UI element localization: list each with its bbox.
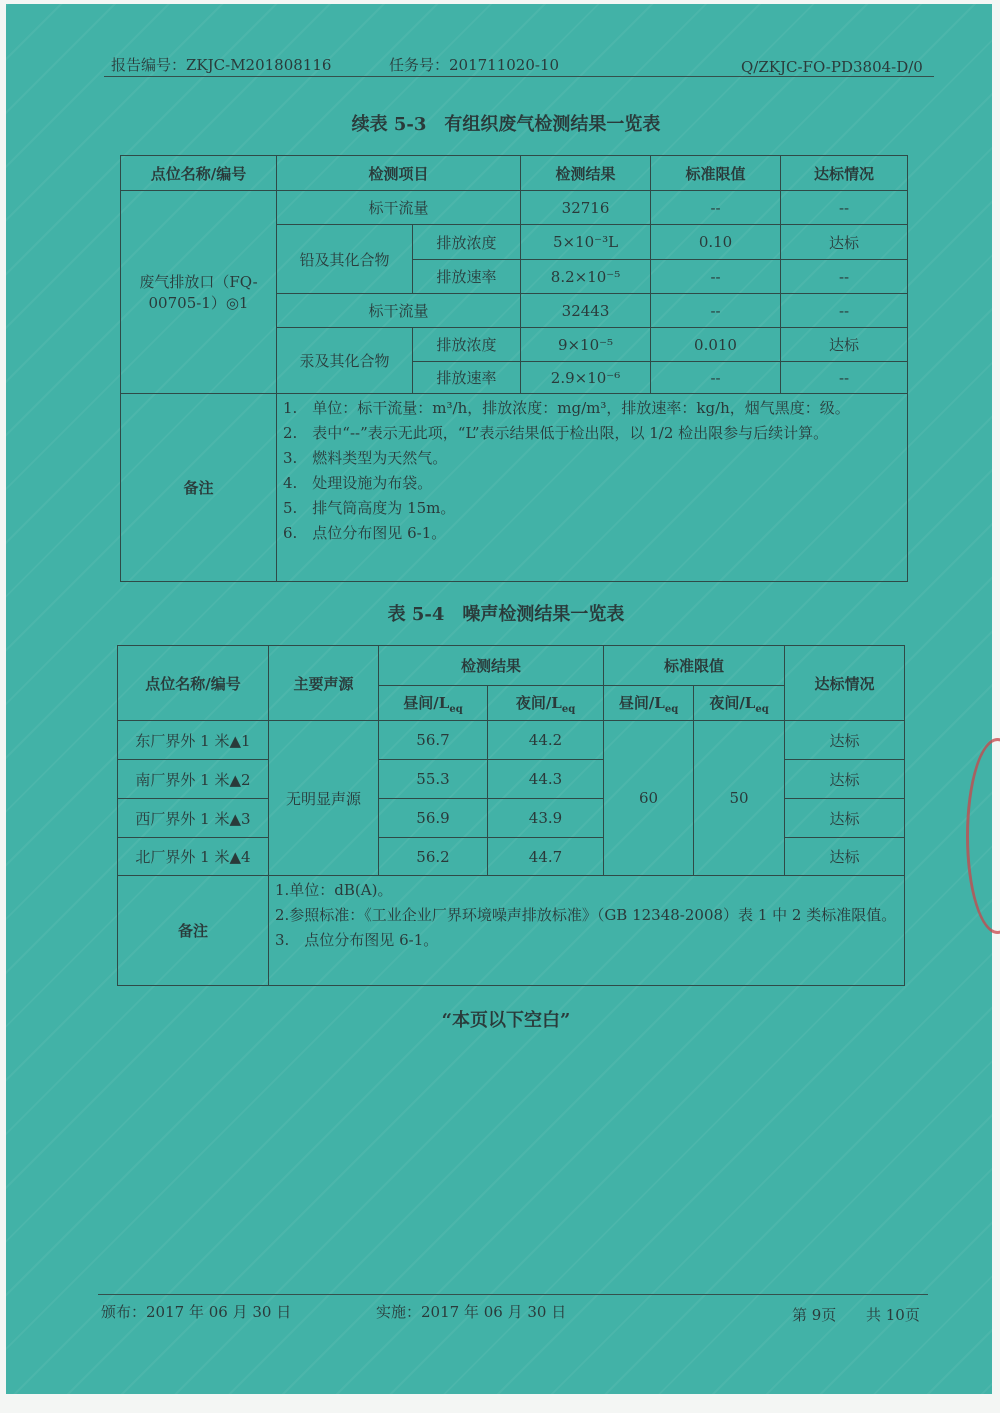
status: 达标 xyxy=(785,838,905,876)
limit: -- xyxy=(651,260,781,294)
night-value: 43.9 xyxy=(488,799,604,838)
note: 1. 单位：标干流量：m³/h，排放浓度：mg/m³，排放速率：kg/h，烟气黑度：级。 xyxy=(283,399,850,417)
col-result: 检测结果 xyxy=(379,646,604,686)
footer-rule xyxy=(98,1294,928,1295)
issued-date: 颁布：2017 年 06 月 30 日 xyxy=(101,1303,292,1321)
task-number: 任务号：201711020-10 xyxy=(389,56,560,74)
result: 8.2×10⁻⁵ xyxy=(521,260,651,294)
col-point: 点位名称/编号 xyxy=(121,156,277,191)
day-value: 56.9 xyxy=(379,799,488,838)
noise-table xyxy=(117,645,905,986)
table-row xyxy=(118,799,905,838)
notes xyxy=(269,876,905,986)
notes xyxy=(277,394,908,582)
night-value: 44.2 xyxy=(488,721,604,760)
col-result-day: 昼间$/L_{eq}$ xyxy=(379,686,488,721)
night-value: 44.3 xyxy=(488,760,604,799)
status: -- xyxy=(781,260,908,294)
col-result: 检测结果 xyxy=(521,156,651,191)
note: 6. 点位分布图见 6-1。 xyxy=(283,524,447,542)
note: 5. 排气筒高度为 15m。 xyxy=(283,499,456,517)
effective-date: 实施：2017 年 06 月 30 日 xyxy=(376,1303,567,1321)
form-code: Q/ZKJC-FO-PD3804-D/0 xyxy=(741,58,923,76)
table-row xyxy=(118,721,905,760)
note: 2.参照标准：《工业企业厂界环境噪声排放标准》（GB 12348-2008）表 1 中 2 类标准限值。 xyxy=(275,906,897,924)
limit: -- xyxy=(651,362,781,394)
status: 达标 xyxy=(781,328,908,362)
status: -- xyxy=(781,191,908,225)
col-status: 达标情况 xyxy=(781,156,908,191)
item: 排放浓度 xyxy=(413,225,521,260)
status: 达标 xyxy=(785,760,905,799)
result: 2.9×10⁻⁶ xyxy=(521,362,651,394)
blank-below-note: “本页以下空白” xyxy=(441,1010,571,1031)
note: 2. 表中“--”表示无此项，“L”表示结果低于检出限，以 1/2 检出限参与后续计算。 xyxy=(283,424,829,442)
col-point: 点位名称/编号 xyxy=(118,646,269,721)
document-page xyxy=(6,4,992,1394)
point-name: 东厂界外 1 米▲1 xyxy=(118,721,269,760)
header-rule xyxy=(104,76,934,77)
col-limit: 标准限值 xyxy=(651,156,781,191)
result: 9×10⁻⁵ xyxy=(521,328,651,362)
limit: 0.010 xyxy=(651,328,781,362)
pollutant-group: 铅及其化合物 xyxy=(277,225,413,294)
exhaust-gas-table xyxy=(120,155,908,582)
night-value: 44.7 xyxy=(488,838,604,876)
item: 排放浓度 xyxy=(413,328,521,362)
item: 标干流量 xyxy=(277,294,521,328)
pollutant-group: 汞及其化合物 xyxy=(277,328,413,394)
day-value: 55.3 xyxy=(379,760,488,799)
note: 1.单位：dB(A)。 xyxy=(275,881,393,899)
point-name: 西厂界外 1 米▲3 xyxy=(118,799,269,838)
table-row xyxy=(118,838,905,876)
table-row xyxy=(118,760,905,799)
table2-title: 表 5-4 噪声检测结果一览表 xyxy=(387,604,625,625)
status: 达标 xyxy=(785,721,905,760)
col-limit-night: 夜间$/L_{eq}$ xyxy=(694,686,785,721)
noise-source: 无明显声源 xyxy=(269,721,379,876)
report-number: 报告编号：ZKJC-M201808116 xyxy=(111,56,332,74)
limit-night: 50 xyxy=(694,721,785,876)
note: 3. 点位分布图见 6-1。 xyxy=(275,931,439,949)
item: 排放速率 xyxy=(413,260,521,294)
point-name: 废气排放口（FQ-00705-1）◎1 xyxy=(121,191,277,394)
col-source: 主要声源 xyxy=(269,646,379,721)
col-item: 检测项目 xyxy=(277,156,521,191)
col-limit-day: 昼间$/L_{eq}$ xyxy=(604,686,694,721)
limit: -- xyxy=(651,191,781,225)
note: 4. 处理设施为布袋。 xyxy=(283,474,433,492)
status: 达标 xyxy=(781,225,908,260)
result: 32716 xyxy=(521,191,651,225)
col-status: 达标情况 xyxy=(785,646,905,721)
result: 32443 xyxy=(521,294,651,328)
result: 5×10⁻³L xyxy=(521,225,651,260)
status: -- xyxy=(781,362,908,394)
notes-label: 备注 xyxy=(121,394,277,582)
col-result-night: 夜间$/L_{eq}$ xyxy=(488,686,604,721)
item: 标干流量 xyxy=(277,191,521,225)
col-limit: 标准限值 xyxy=(604,646,785,686)
status: 达标 xyxy=(785,799,905,838)
item: 排放速率 xyxy=(413,362,521,394)
point-name: 南厂界外 1 米▲2 xyxy=(118,760,269,799)
table1-title: 续表 5-3 有组织废气检测结果一览表 xyxy=(351,114,661,135)
table-row xyxy=(121,191,908,225)
day-value: 56.2 xyxy=(379,838,488,876)
limit: -- xyxy=(651,294,781,328)
notes-label: 备注 xyxy=(118,876,269,986)
day-value: 56.7 xyxy=(379,721,488,760)
limit-day: 60 xyxy=(604,721,694,876)
note: 3. 燃料类型为天然气。 xyxy=(283,449,448,467)
status: -- xyxy=(781,294,908,328)
limit: 0.10 xyxy=(651,225,781,260)
point-name: 北厂界外 1 米▲4 xyxy=(118,838,269,876)
page-number: 第 9页 xyxy=(792,1306,837,1324)
page-total: 共 10页 xyxy=(866,1306,920,1324)
